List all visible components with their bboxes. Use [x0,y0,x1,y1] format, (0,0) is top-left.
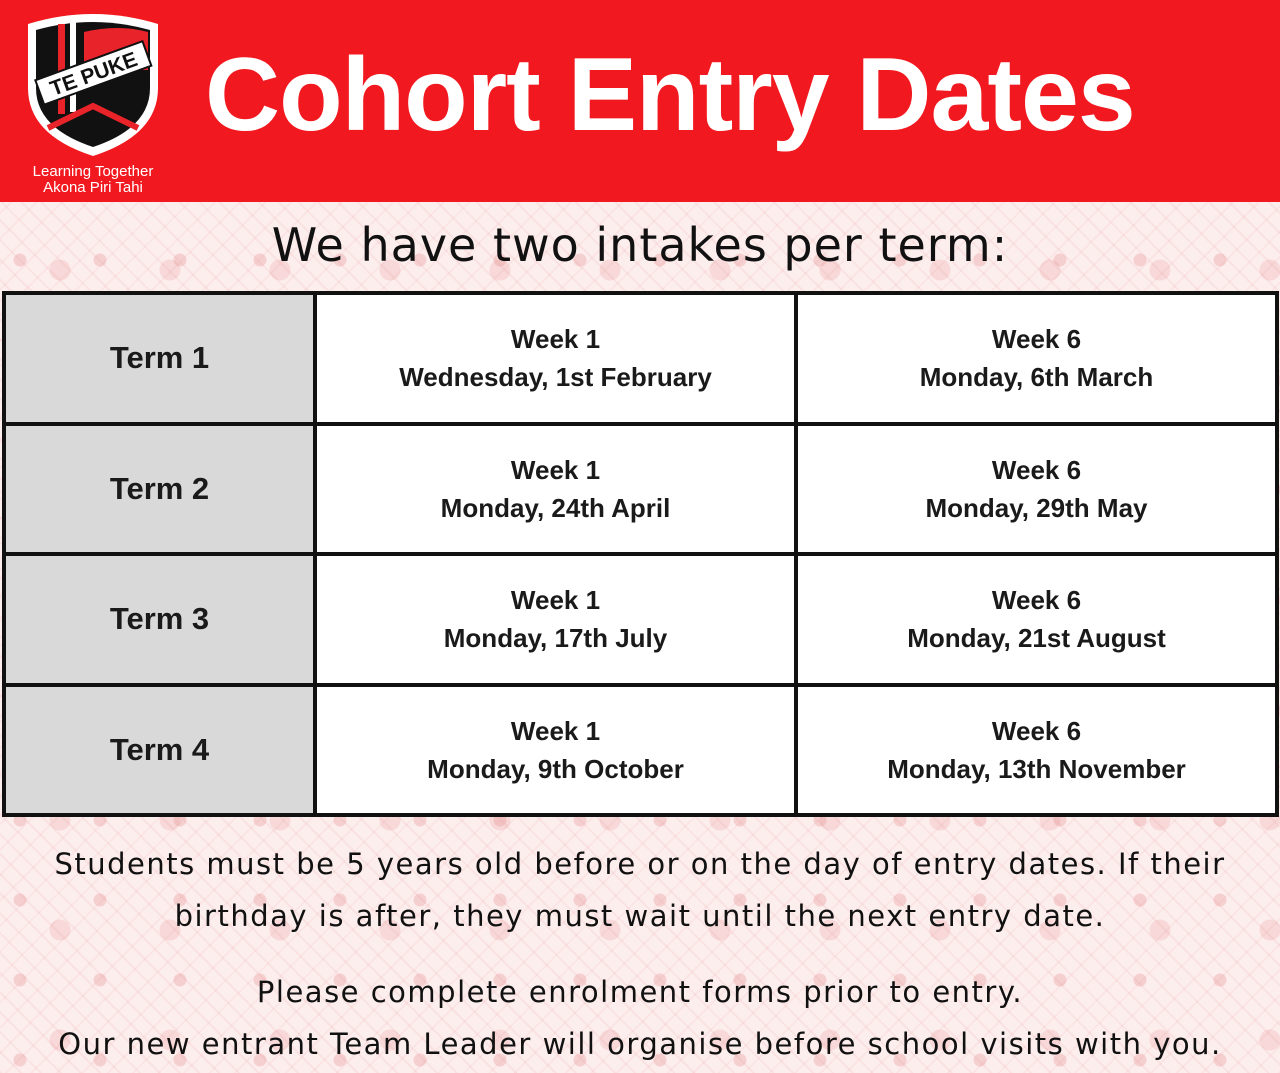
page-title: Cohort Entry Dates [205,37,1135,153]
forms-line: Please complete enrolment forms prior to entry. [256,975,1024,1009]
logo-text: TE PUKE [47,47,141,101]
intake-date: Monday, 21st August [907,623,1166,654]
table-row [4,554,1277,685]
intake-date: Monday, 13th November [887,753,1186,784]
intake-week: Week 1 [510,715,601,746]
intake-date: Monday, 9th October [427,753,684,784]
intake-cell [315,293,796,424]
intro-heading: We have two intakes per term: [271,218,1009,272]
table-row [4,424,1277,555]
intake-date: Monday, 17th July [443,623,668,654]
intake-week: Week 6 [991,715,1082,746]
intake-week: Week 1 [510,585,601,616]
motto-line-1: Learning Together [32,163,154,180]
school-logo [18,10,168,200]
intake-date: Monday, 6th March [919,362,1154,393]
age-rule-line-2: birthday is after, they must wait until the next entry date. [174,899,1106,933]
intake-date: Monday, 24th April [440,492,671,523]
table-row [4,293,1277,424]
age-rule-line-1: Students must be 5 years old before or on the day of entry dates. If their [54,847,1226,881]
intake-week: Week 6 [991,324,1082,355]
term-label: Term 4 [4,685,315,816]
intake-week: Week 6 [991,454,1082,485]
intake-week: Week 1 [510,454,601,485]
header-banner [0,0,1280,202]
term-label: Term 3 [4,554,315,685]
entry-dates-table [2,291,1279,817]
intake-date: Monday, 29th May [925,492,1148,523]
intake-week: Week 6 [991,585,1082,616]
intake-cell [315,554,796,685]
age-rule-note [0,838,1280,942]
enrolment-note [0,966,1280,1070]
intake-cell [796,424,1277,555]
term-label: Term 2 [4,424,315,555]
visits-line: Our new entrant Team Leader will organise before school visits with you. [58,1027,1222,1061]
intake-cell [796,685,1277,816]
shield-crest-icon [18,10,168,160]
intake-cell [796,293,1277,424]
term-label: Term 1 [4,293,315,424]
motto-line-2: Akona Piri Tahi [43,179,143,196]
intake-cell [315,685,796,816]
intake-cell [796,554,1277,685]
table-row [4,685,1277,816]
intake-cell [315,424,796,555]
intake-date: Wednesday, 1st February [399,362,712,393]
intake-week: Week 1 [510,324,601,355]
